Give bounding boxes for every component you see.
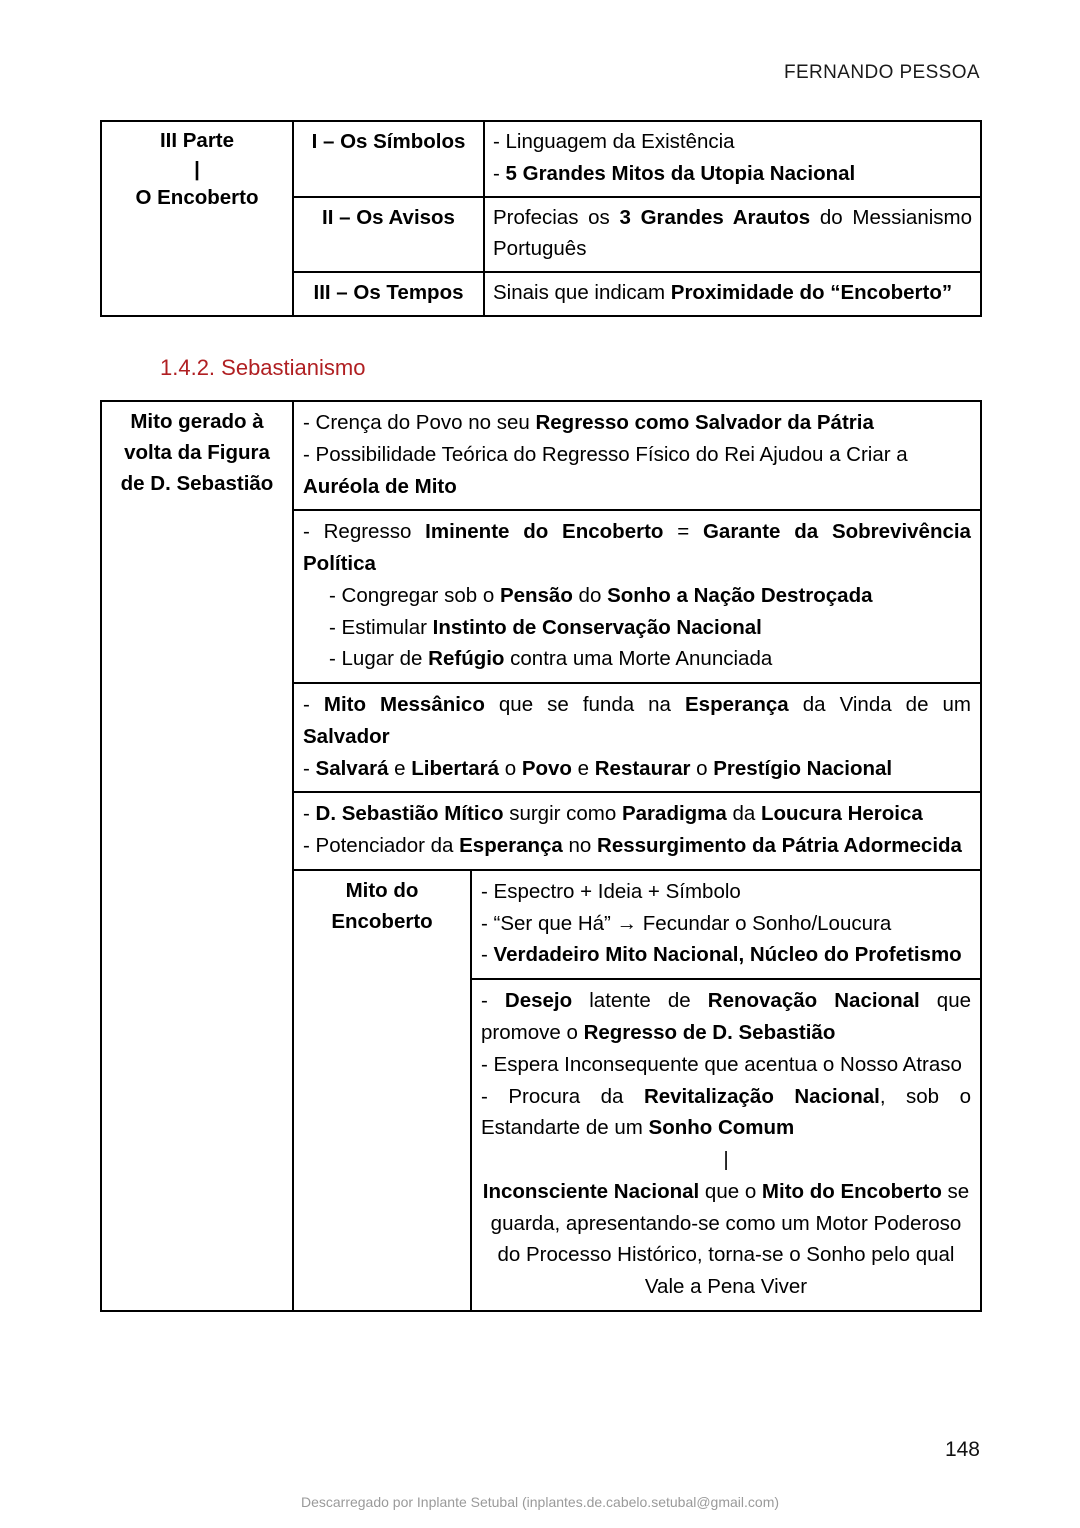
text-line: [303, 516, 971, 580]
myth-label-line3: de D. Sebastião: [120, 471, 274, 495]
table-row: [101, 121, 981, 197]
plain-text: no: [562, 834, 598, 858]
text-line: [481, 876, 971, 908]
cell-roman-3: III – Os Tempos: [293, 272, 484, 316]
emphasis-text: Esperança: [685, 693, 789, 717]
plain-text: que promove o: [481, 989, 971, 1045]
emphasis-text: Proximidade do “Encoberto”: [670, 281, 953, 305]
plain-text: surgir como: [503, 802, 622, 826]
cell-roman-1: I – Os Símbolos: [293, 121, 484, 197]
myth-label-line2: volta da Figura: [124, 440, 270, 464]
emphasis-text: Salvará: [315, 756, 389, 780]
table-iii-parte: [100, 120, 982, 317]
cell-d-sebastiao-mitico: [293, 792, 981, 870]
plain-text: - Estimular: [329, 615, 433, 639]
emphasis-text: Refúgio: [428, 647, 505, 671]
plain-text: - Lugar de: [329, 647, 429, 671]
cell-roman-2: II – Os Avisos: [293, 197, 484, 273]
mito-encoberto-line1: Mito do: [345, 878, 419, 902]
table-mito-sebastiao: [100, 400, 982, 1312]
cell-body-3: [484, 272, 981, 316]
text-line: [303, 689, 971, 753]
plain-text: -: [303, 802, 316, 826]
cell-body-1: [484, 121, 981, 197]
emphasis-text: Prestígio Nacional: [713, 756, 893, 780]
cell-mito-messanico: [293, 683, 981, 792]
text-line: [481, 1176, 971, 1303]
emphasis-text: Povo: [521, 756, 572, 780]
page-number: 148: [944, 1438, 980, 1461]
plain-text: que se funda na: [484, 693, 685, 717]
emphasis-text: Desejo: [504, 989, 573, 1013]
emphasis-text: Restaurar: [594, 756, 691, 780]
plain-text: -: [481, 989, 505, 1013]
emphasis-text: Libertará: [411, 756, 500, 780]
plain-text: o: [690, 756, 714, 780]
text-line: [493, 158, 972, 190]
plain-text: - “Ser que Há” → Fecundar o Sonho/Loucura: [481, 911, 892, 935]
emphasis-text: Loucura Heroica: [761, 802, 923, 826]
text-line: [481, 939, 971, 971]
emphasis-text: Inconsciente Nacional: [482, 1179, 700, 1203]
text-line: [481, 1081, 971, 1145]
text-line: [303, 407, 971, 439]
emphasis-text: Paradigma: [621, 802, 727, 826]
cell-crenca: [293, 401, 981, 510]
plain-text: - Possibilidade Teórica do Regresso Físico do Rei Ajudou a Criar a: [303, 442, 908, 466]
text-line: [493, 126, 972, 158]
emphasis-text: Instinto de Conservação Nacional: [432, 615, 762, 639]
plain-text: Profecias os: [493, 205, 620, 229]
emphasis-text: Renovação Nacional: [707, 989, 920, 1013]
emphasis-text: Verdadeiro Mito Nacional, Núcleo do Profetismo: [493, 943, 962, 967]
plain-text: |: [723, 1148, 729, 1172]
cell-part-label: [101, 121, 293, 316]
part-label-pipe: |: [194, 157, 200, 181]
text-line: [493, 277, 972, 309]
emphasis-text: Regresso de D. Sebastião: [583, 1021, 836, 1045]
text-line: [303, 580, 971, 612]
text-line: [481, 908, 971, 940]
text-line: [303, 612, 971, 644]
plain-text: da: [726, 802, 762, 826]
emphasis-text: Salvador: [303, 724, 390, 748]
plain-text: o: [499, 756, 522, 780]
emphasis-text: Garante da Sobrevivência Política: [303, 520, 971, 576]
myth-label-line1: Mito gerado à: [130, 410, 264, 433]
plain-text: do Messianismo Português: [493, 205, 973, 261]
emphasis-text: Pensão: [499, 583, 573, 607]
plain-text: e: [571, 756, 595, 780]
plain-text: -: [481, 943, 494, 967]
emphasis-text: D. Sebastião Mítico: [315, 802, 504, 826]
part-label-line1: III Parte: [159, 129, 235, 152]
part-label-line3: O Encoberto: [135, 186, 259, 210]
plain-text: Sinais que indicam: [493, 281, 671, 305]
cell-mito-encoberto-label: [293, 870, 471, 1311]
plain-text: - Congregar sob o: [329, 583, 500, 607]
plain-text: da Vinda de um: [788, 693, 971, 717]
emphasis-text: Regresso como Salvador da Pátria: [535, 411, 874, 434]
text-line: [481, 1144, 971, 1176]
emphasis-text: Sonho a Nação Destroçada: [607, 583, 873, 607]
cell-espectro: [471, 870, 981, 979]
plain-text: -: [493, 161, 506, 185]
text-line: [303, 753, 971, 785]
plain-text: , sob o Estandarte de um: [481, 1084, 971, 1140]
plain-text: - Espectro + Ideia + Símbolo: [481, 879, 741, 903]
section-heading-1-4-2: 1.4.2. Sebastianismo: [160, 355, 366, 380]
plain-text: contra uma Morte Anunciada: [504, 647, 773, 671]
emphasis-text: Mito Messânico: [323, 693, 485, 717]
plain-text: - Regresso: [303, 520, 426, 544]
plain-text: latente de: [572, 989, 708, 1013]
cell-body-2: [484, 197, 981, 273]
emphasis-text: Mito do Encoberto: [761, 1179, 942, 1203]
plain-text: que o: [699, 1179, 762, 1203]
text-line: [303, 798, 971, 830]
mito-encoberto-line2: Encoberto: [331, 909, 433, 933]
emphasis-text: Revitalização Nacional: [643, 1084, 880, 1108]
plain-text: e: [388, 756, 412, 780]
text-line: [303, 439, 971, 503]
cell-desejo-latente: [471, 979, 981, 1311]
emphasis-text: Sonho Comum: [648, 1116, 795, 1140]
plain-text: do: [572, 583, 608, 607]
text-line: [481, 985, 971, 1049]
plain-text: - Espera Inconsequente que acentua o Nosso Atraso: [481, 1052, 962, 1076]
plain-text: -: [303, 756, 316, 780]
plain-text: - Linguagem da Existência: [493, 130, 735, 153]
cell-regresso-iminente: [293, 510, 981, 683]
download-attribution: Descarregado por Inplante Setubal (inplantes.de.cabelo.setubal@gmail.com): [300, 1494, 780, 1510]
emphasis-text: Esperança: [459, 834, 563, 858]
plain-text: se guarda, apresentando-se como um Motor Poderoso do Processo Histórico, torna-se o Sonho pelo qual Vale a Pena Viver: [490, 1179, 970, 1299]
emphasis-text: Ressurgimento da Pátria Adormecida: [597, 834, 962, 858]
plain-text: -: [303, 693, 324, 717]
emphasis-text: 5 Grandes Mitos da Utopia Nacional: [505, 161, 856, 185]
text-line: [303, 830, 971, 862]
table-row: [101, 401, 981, 510]
plain-text: =: [663, 520, 703, 544]
plain-text: - Crença do Povo no seu: [303, 411, 536, 434]
emphasis-text: 3 Grandes Arautos: [619, 205, 811, 229]
text-line: [303, 643, 971, 675]
text-line: [481, 1049, 971, 1081]
emphasis-text: Iminente do Encoberto: [425, 520, 664, 544]
cell-myth-label: [101, 401, 293, 1311]
running-head: FERNANDO PESSOA: [783, 62, 980, 83]
emphasis-text: Auréola de Mito: [303, 474, 457, 498]
plain-text: - Procura da: [481, 1084, 644, 1108]
plain-text: - Potenciador da: [303, 834, 460, 858]
text-line: [493, 202, 972, 266]
